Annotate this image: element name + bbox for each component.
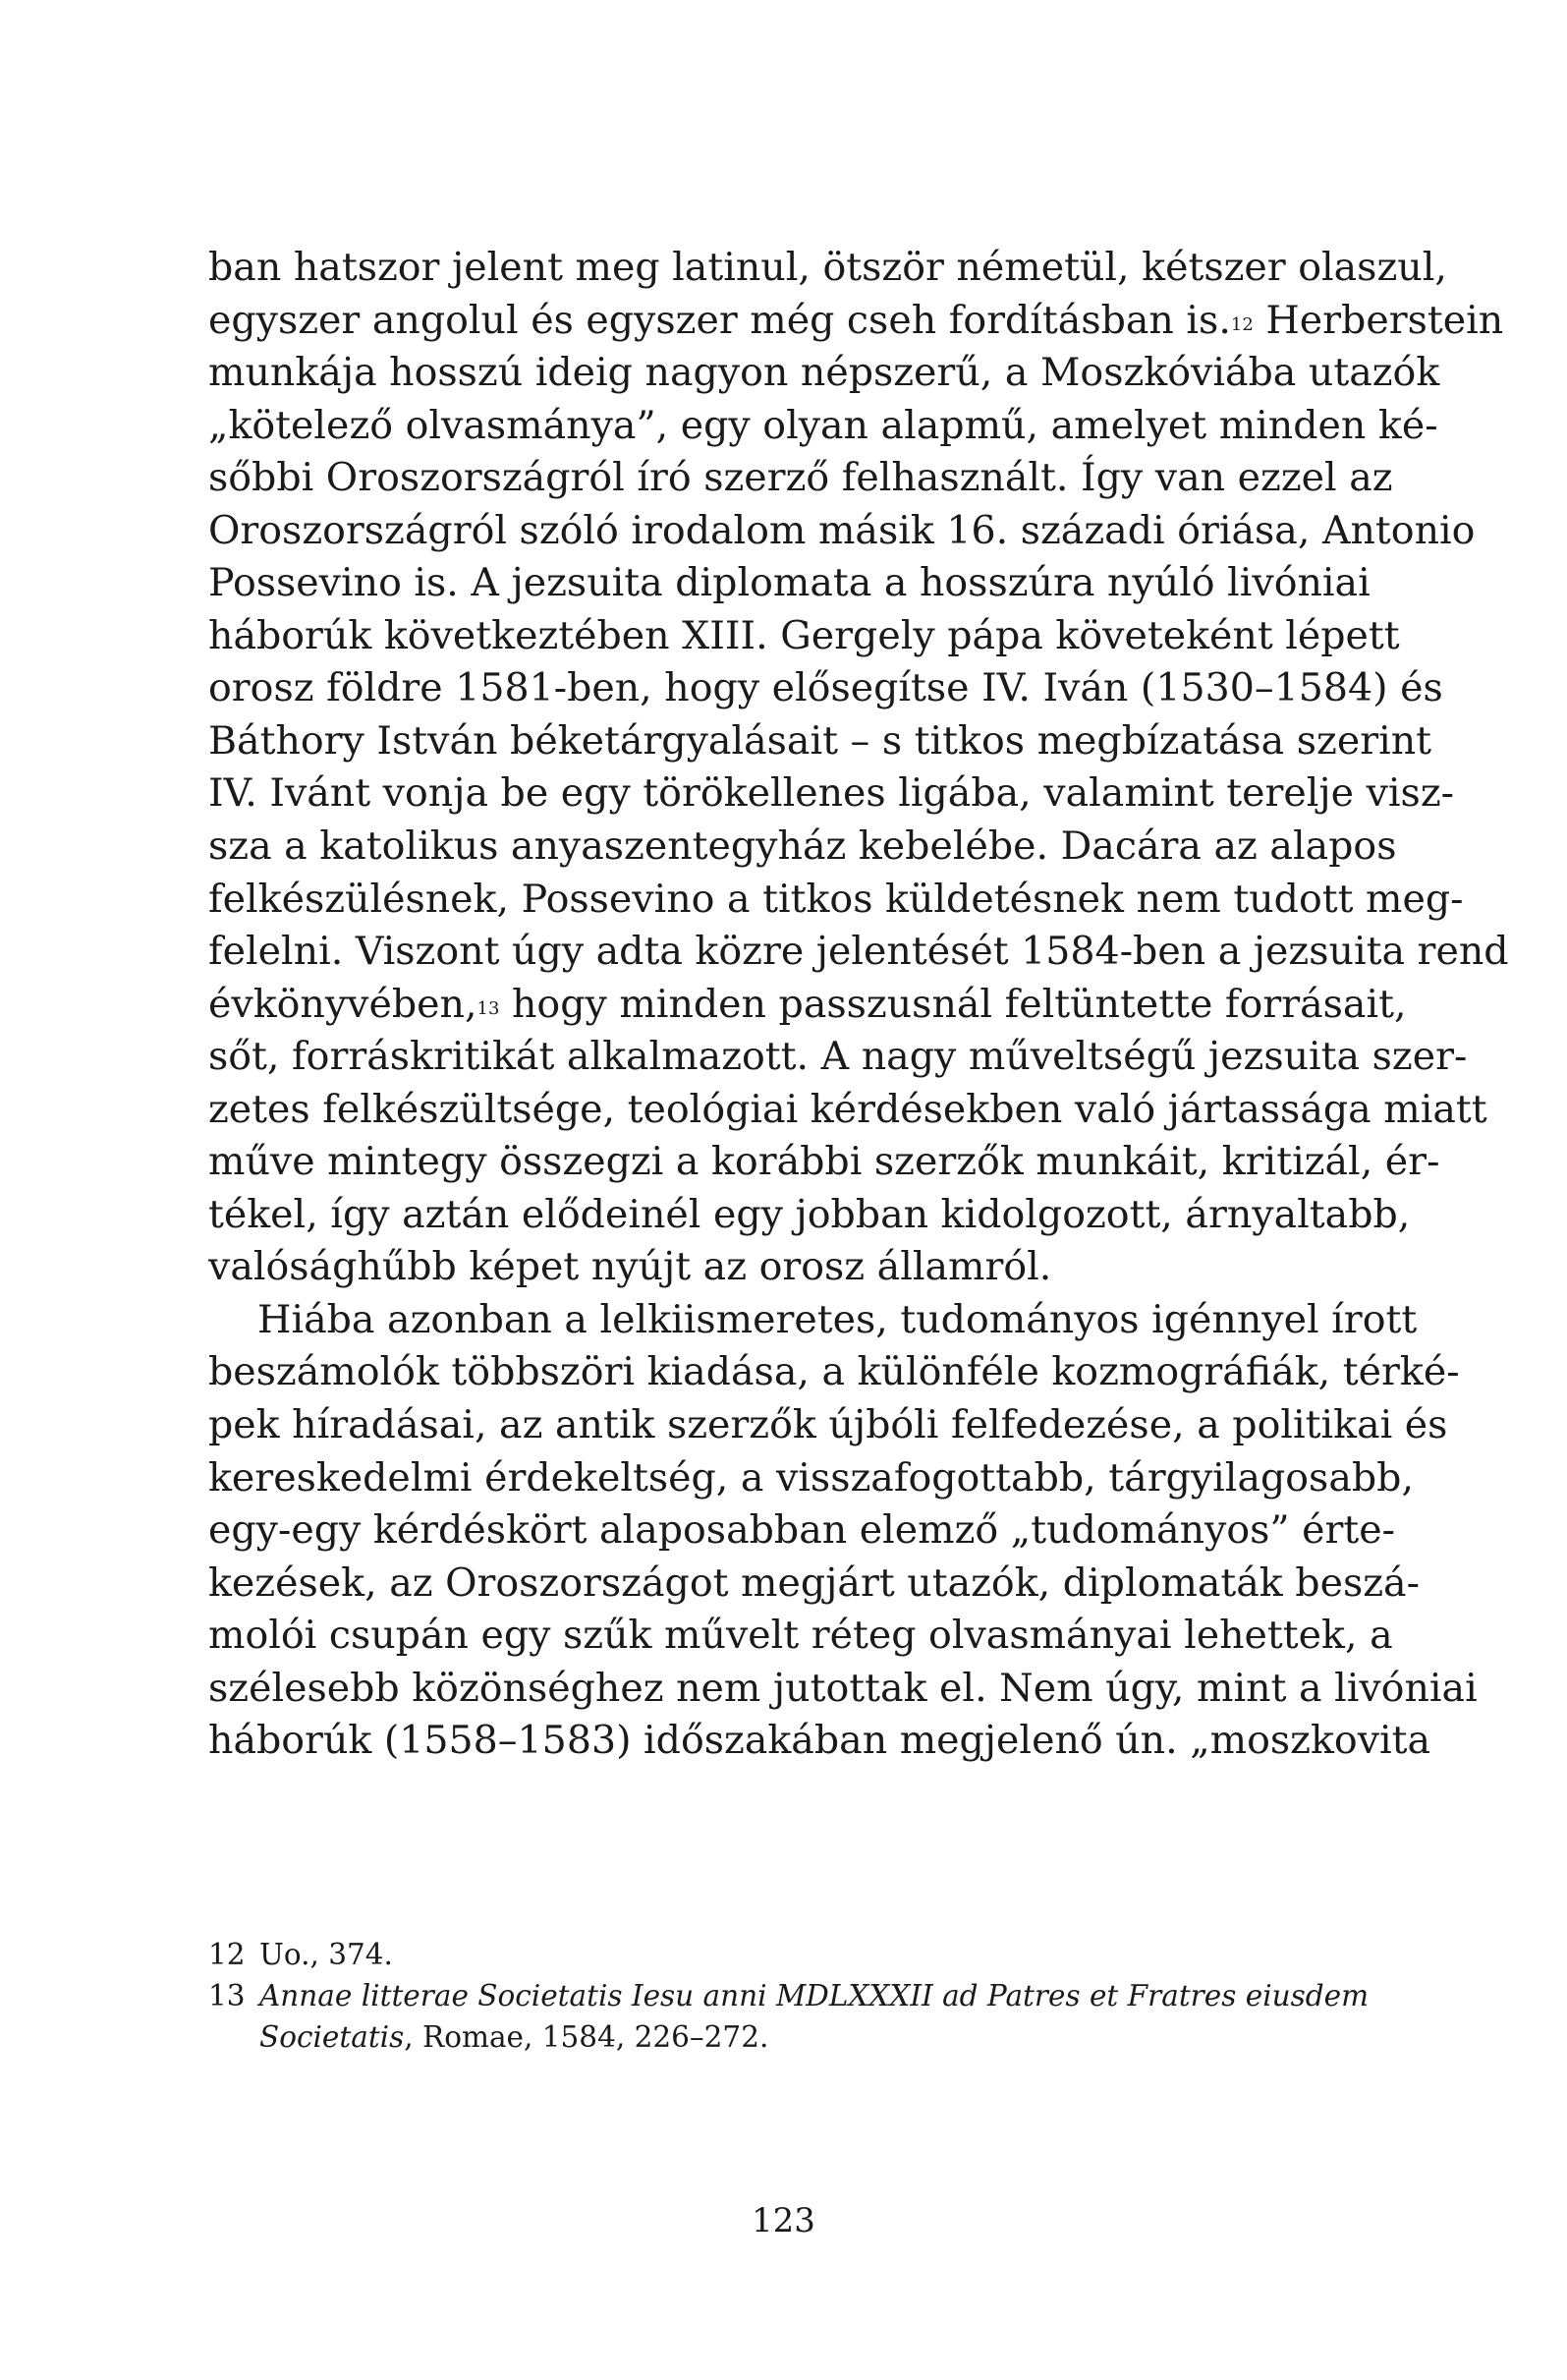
paragraph-2 [208, 1294, 1478, 1768]
footnote-ref-12[interactable]: 12 [1230, 313, 1254, 335]
text-line: tékel, így aztán elődeinél egy jobban kidolgozott, árnyaltabb, [208, 1191, 1411, 1237]
footnote-line: Societatis, Romae, 1584, 226–272. [259, 2020, 769, 2054]
footnote-number: 12 [208, 1938, 246, 1971]
text-line: zetes felkészültsége, teológiai kérdésekben való jártassága miatt [208, 1086, 1487, 1132]
text-line: molói csupán egy szűk művelt réteg olvasmányai lehettek, a [208, 1613, 1393, 1659]
footnotes [208, 1934, 1370, 2058]
text-line: pek híradásai, az antik szerzők újbóli felfedezése, a politikai és [208, 1402, 1448, 1448]
text-line: kereskedelmi érdekeltség, a visszafogottabb, tárgyilagosabb, [208, 1454, 1415, 1501]
footnote-text [259, 1975, 1369, 2058]
text-line: Oroszországról szóló irodalom másik 16. századi óriása, Antonio [208, 507, 1476, 553]
page-number: 123 [752, 2201, 815, 2240]
footnote-ref-13[interactable]: 13 [476, 997, 500, 1019]
text-line: egyszer angolul és egyszer még cseh fordításban is.$^{12}$ Herberstein [208, 297, 1504, 343]
text-line: valósághűbb képet nyújt az orosz államról. [208, 1244, 1052, 1290]
text-line: háborúk (1558–1583) időszakában megjelenő ún. „moszkovita [208, 1718, 1431, 1764]
footnote-12 [208, 1934, 1324, 1975]
footnote-number: 13 [208, 1979, 246, 2012]
text-line: Báthory István béketárgyalásait – s titkos megbízatása szerint [208, 717, 1432, 764]
footnote-title: Annae litterae Societatis Iesu anni MDLXXXII ad Patres et Fratres eiusdem [259, 1979, 1370, 2012]
text-line: Hiába azonban a lelkiismeretes, tudományos igénnyel írott [257, 1296, 1418, 1342]
text-line: „kötelező olvasmánya”, egy olyan alapmű, amelyet minden ké- [208, 402, 1438, 448]
text-line: orosz földre 1581-ben, hogy elősegítse IV. Iván (1530–1584) és [208, 665, 1443, 711]
body-text [208, 242, 1509, 1768]
text-line: sőt, forráskritikát alkalmazott. A nagy műveltségű jezsuita szer- [208, 1034, 1468, 1080]
text-line: IV. Ivánt vonja be egy törökellenes ligába, valamint terelje visz- [208, 770, 1454, 817]
text-line: felelni. Viszont úgy adta közre jelentését 1584-ben a jezsuita rend [208, 929, 1509, 975]
text-line: sza a katolikus anyaszentegyház kebelébe. Dacára az alapos [208, 823, 1397, 870]
footnote-title: Societatis [259, 2020, 405, 2054]
text-line: szélesebb közönséghez nem jutottak el. Nem úgy, mint a livóniai [208, 1665, 1478, 1711]
paragraph-1 [208, 242, 1509, 1294]
footnote-line [259, 1975, 1369, 2016]
text-line: egy-egy kérdéskört alaposabban elemző „tudományos” érte- [208, 1507, 1395, 1554]
text-line: felkészülésnek, Possevino a titkos küldetésnek nem tudott meg- [208, 876, 1464, 922]
footnote-13 [208, 1975, 1370, 2058]
text-line: évkönyvében,$^{13}$ hogy minden passzusnál feltüntette forrásait, [208, 981, 1407, 1027]
text-line: kezések, az Oroszországot megjárt utazók, diplomaták beszá- [208, 1559, 1420, 1606]
text-line: háborúk következtében XIII. Gergely pápa követeként lépett [208, 612, 1400, 658]
text-line: műve mintegy összegzi a korábbi szerzők munkáit, kritizál, ér- [208, 1139, 1440, 1185]
text-line: ban hatszor jelent meg latinul, ötször németül, kétszer olaszul, [208, 245, 1447, 290]
text-line: sőbbi Oroszországról író szerző felhasznált. Így van ezzel az [208, 455, 1393, 501]
text-line: beszámolók többszöri kiadása, a különféle kozmográfiák, térké- [208, 1349, 1460, 1395]
text-line: munkája hosszú ideig nagyon népszerű, a Moszkóviába utazók [208, 350, 1440, 396]
text-line: Possevino is. A jezsuita diplomata a hosszúra nyúló livóniai [208, 560, 1371, 606]
footnote-line: Uo., 374. [259, 1938, 393, 1971]
footnote-text [259, 1934, 1324, 1975]
